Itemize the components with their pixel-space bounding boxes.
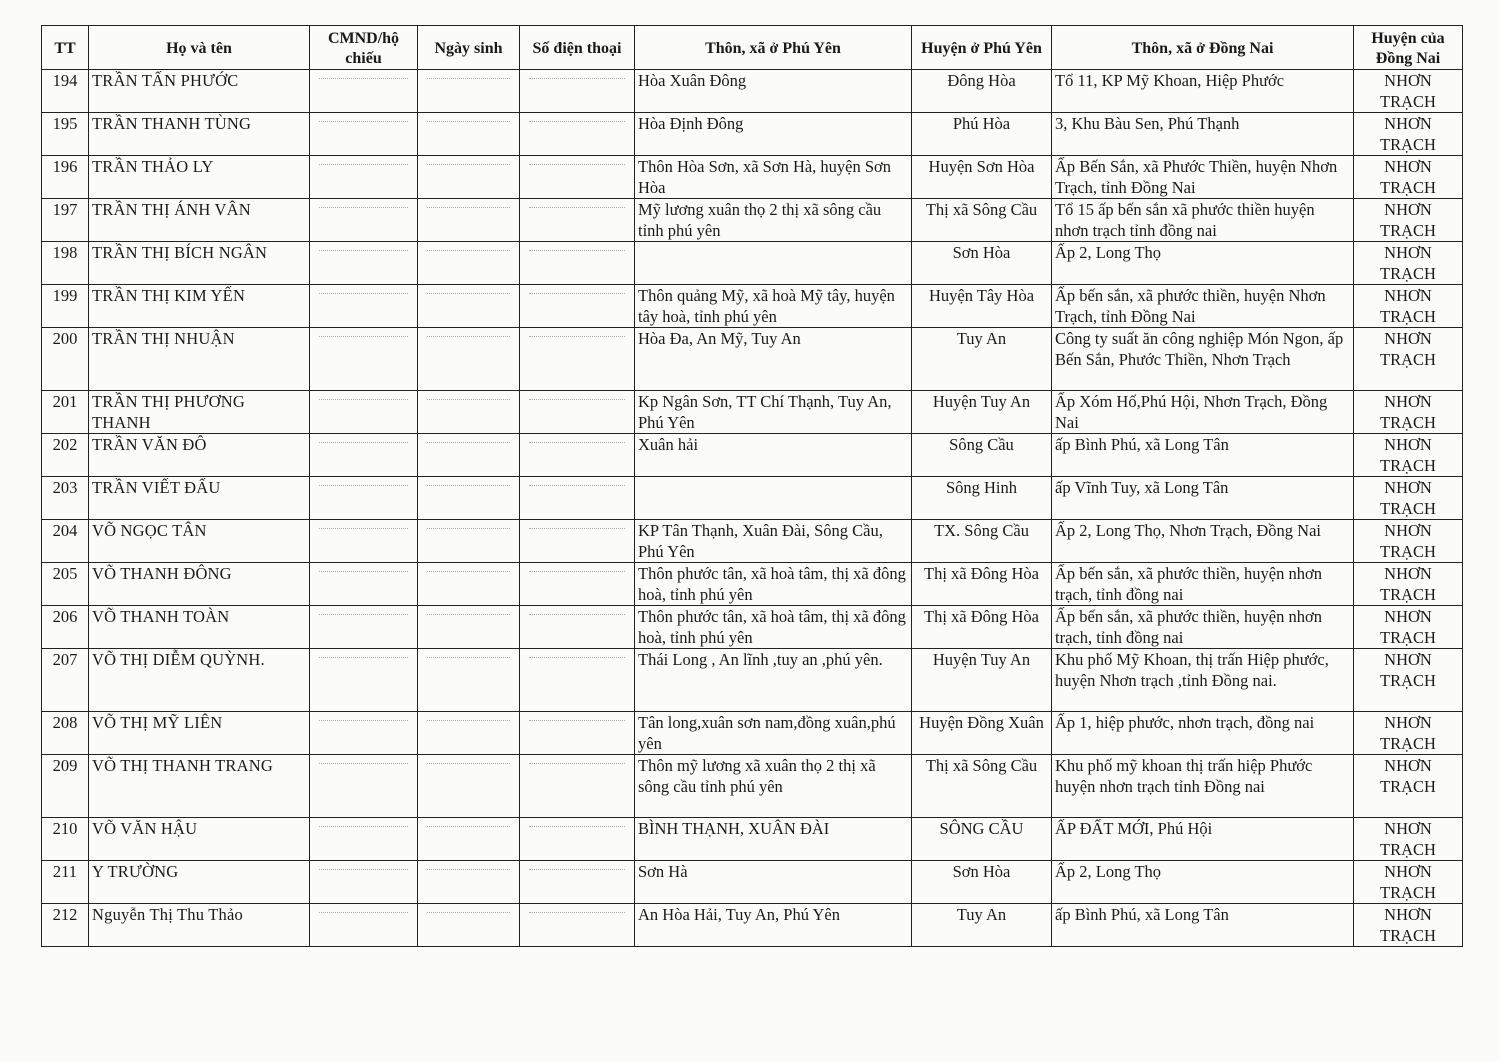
phone-redacted <box>520 70 635 113</box>
phone-redacted <box>520 285 635 328</box>
table-row <box>42 285 1463 328</box>
dob-redacted <box>418 70 520 113</box>
id-number-redacted <box>310 861 418 904</box>
redaction-mark <box>427 720 510 722</box>
id-number-redacted <box>310 904 418 947</box>
redaction-mark <box>319 485 408 487</box>
redaction-mark <box>529 442 625 444</box>
resident-table <box>41 25 1463 947</box>
redaction-mark <box>427 571 510 573</box>
row-number: 195 <box>42 113 89 156</box>
py-district: Huyện Sơn Hòa <box>912 156 1052 199</box>
redaction-mark <box>319 442 408 444</box>
redaction-mark <box>529 336 625 338</box>
phone-redacted <box>520 391 635 434</box>
dob-redacted <box>418 861 520 904</box>
dn-district: NHƠN TRẠCH <box>1354 477 1463 520</box>
row-number: 198 <box>42 242 89 285</box>
phone-redacted <box>520 606 635 649</box>
table-row <box>42 242 1463 285</box>
id-number-redacted <box>310 755 418 818</box>
row-number: 208 <box>42 712 89 755</box>
dn-district: NHƠN TRẠCH <box>1354 861 1463 904</box>
phone-redacted <box>520 328 635 391</box>
person-name: TRẦN THỊ NHUẬN <box>89 328 310 391</box>
row-number: 194 <box>42 70 89 113</box>
table-body <box>42 70 1463 947</box>
id-number-redacted <box>310 649 418 712</box>
py-district: Tuy An <box>912 328 1052 391</box>
redaction-mark <box>319 207 408 209</box>
py-district: Sông Cầu <box>912 434 1052 477</box>
table-row <box>42 861 1463 904</box>
person-name: TRẦN THỊ KIM YẾN <box>89 285 310 328</box>
py-address: Hòa Xuân Đông <box>635 70 912 113</box>
redaction-mark <box>427 399 510 401</box>
table-row <box>42 70 1463 113</box>
dob-redacted <box>418 156 520 199</box>
redaction-mark <box>319 912 408 914</box>
person-name: VÕ THỊ DIỄM QUỲNH. <box>89 649 310 712</box>
table-row <box>42 606 1463 649</box>
id-number-redacted <box>310 285 418 328</box>
row-number: 209 <box>42 755 89 818</box>
py-district: Huyện Tuy An <box>912 391 1052 434</box>
id-number-redacted <box>310 818 418 861</box>
py-district: Đông Hòa <box>912 70 1052 113</box>
row-number: 200 <box>42 328 89 391</box>
dn-district: NHƠN TRẠCH <box>1354 649 1463 712</box>
table-row <box>42 755 1463 818</box>
id-number-redacted <box>310 606 418 649</box>
row-number: 210 <box>42 818 89 861</box>
dn-address: Ấp 2, Long Thọ, Nhơn Trạch, Đồng Nai <box>1052 520 1354 563</box>
redaction-mark <box>427 336 510 338</box>
redaction-mark <box>319 720 408 722</box>
redaction-mark <box>319 763 408 765</box>
redaction-mark <box>427 614 510 616</box>
py-district: Huyện Tuy An <box>912 649 1052 712</box>
phone-redacted <box>520 199 635 242</box>
phone-redacted <box>520 649 635 712</box>
table-row <box>42 434 1463 477</box>
py-address: An Hòa Hải, Tuy An, Phú Yên <box>635 904 912 947</box>
redaction-mark <box>319 826 408 828</box>
dn-district: NHƠN TRẠCH <box>1354 242 1463 285</box>
dob-redacted <box>418 606 520 649</box>
redaction-mark <box>427 250 510 252</box>
redaction-mark <box>529 826 625 828</box>
dn-district: NHƠN TRẠCH <box>1354 755 1463 818</box>
py-address: Sơn Hà <box>635 861 912 904</box>
table-row <box>42 199 1463 242</box>
dn-district: NHƠN TRẠCH <box>1354 434 1463 477</box>
person-name: TRẦN THỊ BÍCH NGÂN <box>89 242 310 285</box>
dob-redacted <box>418 649 520 712</box>
dn-address: ấp Bình Phú, xã Long Tân <box>1052 904 1354 947</box>
dn-district: NHƠN TRẠCH <box>1354 391 1463 434</box>
redaction-mark <box>529 250 625 252</box>
id-number-redacted <box>310 328 418 391</box>
person-name: TRẦN THANH TÙNG <box>89 113 310 156</box>
py-district: SÔNG CẦU <box>912 818 1052 861</box>
py-address: Thôn Hòa Sơn, xã Sơn Hà, huyện Sơn Hòa <box>635 156 912 199</box>
id-number-redacted <box>310 563 418 606</box>
redaction-mark <box>529 571 625 573</box>
redaction-mark <box>529 614 625 616</box>
phone-redacted <box>520 113 635 156</box>
redaction-mark <box>319 869 408 871</box>
dn-district: NHƠN TRẠCH <box>1354 606 1463 649</box>
dob-redacted <box>418 904 520 947</box>
redaction-mark <box>319 528 408 530</box>
dn-address: 3, Khu Bàu Sen, Phú Thạnh <box>1052 113 1354 156</box>
dn-address: Ấp Bến Sắn, xã Phước Thiền, huyện Nhơn Trạch, tỉnh Đồng Nai <box>1052 156 1354 199</box>
phone-redacted <box>520 434 635 477</box>
person-name: VÕ VĂN HẬU <box>89 818 310 861</box>
dn-address: Ấp 2, Long Thọ <box>1052 861 1354 904</box>
redaction-mark <box>319 399 408 401</box>
redaction-mark <box>529 869 625 871</box>
redaction-mark <box>529 912 625 914</box>
dn-district: NHƠN TRẠCH <box>1354 285 1463 328</box>
redaction-mark <box>529 720 625 722</box>
phone-redacted <box>520 563 635 606</box>
phone-redacted <box>520 818 635 861</box>
redaction-mark <box>319 293 408 295</box>
phone-redacted <box>520 755 635 818</box>
row-number: 203 <box>42 477 89 520</box>
py-address: Thôn phước tân, xã hoà tâm, thị xã đông hoà, tỉnh phú yên <box>635 563 912 606</box>
dob-redacted <box>418 285 520 328</box>
row-number: 206 <box>42 606 89 649</box>
redaction-mark <box>319 250 408 252</box>
table-row <box>42 563 1463 606</box>
py-district: Thị xã Sông Cầu <box>912 199 1052 242</box>
person-name: TRẦN VĂN ĐÔ <box>89 434 310 477</box>
phone-redacted <box>520 477 635 520</box>
redaction-mark <box>319 164 408 166</box>
py-address: Tân long,xuân sơn nam,đồng xuân,phú yên <box>635 712 912 755</box>
dob-redacted <box>418 434 520 477</box>
row-number: 199 <box>42 285 89 328</box>
dob-redacted <box>418 477 520 520</box>
row-number: 201 <box>42 391 89 434</box>
table-row <box>42 818 1463 861</box>
person-name: TRẦN VIẾT ĐẤU <box>89 477 310 520</box>
header-phone: Số điện thoại <box>520 26 635 70</box>
id-number-redacted <box>310 113 418 156</box>
id-number-redacted <box>310 391 418 434</box>
phone-redacted <box>520 904 635 947</box>
dn-address: ẤP ĐẤT MỚI, Phú Hội <box>1052 818 1354 861</box>
header-id: CMND/hộ chiếu <box>310 26 418 70</box>
dn-address: Ấp bến sắn, xã phước thiền, huyện Nhơn Trạch, tỉnh Đồng Nai <box>1052 285 1354 328</box>
id-number-redacted <box>310 242 418 285</box>
phone-redacted <box>520 156 635 199</box>
dn-address: Tổ 11, KP Mỹ Khoan, Hiệp Phước <box>1052 70 1354 113</box>
dn-address: ấp Vĩnh Tuy, xã Long Tân <box>1052 477 1354 520</box>
dob-redacted <box>418 563 520 606</box>
py-district: Tuy An <box>912 904 1052 947</box>
redaction-mark <box>319 78 408 80</box>
redaction-mark <box>427 912 510 914</box>
id-number-redacted <box>310 712 418 755</box>
py-address: Hòa Định Đông <box>635 113 912 156</box>
dn-address: Ấp 2, Long Thọ <box>1052 242 1354 285</box>
dob-redacted <box>418 199 520 242</box>
py-district: Sơn Hòa <box>912 861 1052 904</box>
table-row <box>42 113 1463 156</box>
dn-address: Ấp 1, hiệp phước, nhơn trạch, đồng nai <box>1052 712 1354 755</box>
row-number: 205 <box>42 563 89 606</box>
redaction-mark <box>529 763 625 765</box>
person-name: TRẦN THỊ PHƯƠNG THANH <box>89 391 310 434</box>
table-row <box>42 649 1463 712</box>
row-number: 196 <box>42 156 89 199</box>
dn-address: Công ty suất ăn công nghiệp Món Ngon, ấp Bến Sắn, Phước Thiền, Nhơn Trạch <box>1052 328 1354 391</box>
row-number: 197 <box>42 199 89 242</box>
py-district: Sông Hinh <box>912 477 1052 520</box>
person-name: Nguyễn Thị Thu Thảo <box>89 904 310 947</box>
dn-address: ấp Bình Phú, xã Long Tân <box>1052 434 1354 477</box>
header-name: Họ và tên <box>89 26 310 70</box>
phone-redacted <box>520 861 635 904</box>
dn-district: NHƠN TRẠCH <box>1354 156 1463 199</box>
redaction-mark <box>427 528 510 530</box>
header-dn-district: Huyện của Đồng Nai <box>1354 26 1463 70</box>
dn-address: Ấp bến sắn, xã phước thiền, huyện nhơn trạch, tỉnh đồng nai <box>1052 563 1354 606</box>
py-address: Thôn quảng Mỹ, xã hoà Mỹ tây, huyện tây hoà, tỉnh phú yên <box>635 285 912 328</box>
py-address: Thái Long , An lĩnh ,tuy an ,phú yên. <box>635 649 912 712</box>
id-number-redacted <box>310 199 418 242</box>
redaction-mark <box>319 336 408 338</box>
py-district: Phú Hòa <box>912 113 1052 156</box>
redaction-mark <box>427 164 510 166</box>
person-name: VÕ THANH TOÀN <box>89 606 310 649</box>
header-tt: TT <box>42 26 89 70</box>
row-number: 202 <box>42 434 89 477</box>
id-number-redacted <box>310 70 418 113</box>
person-name: TRẦN TẤN PHƯỚC <box>89 70 310 113</box>
dn-address: Khu phố mỹ khoan thị trấn hiệp Phước huyện nhơn trạch tỉnh Đồng nai <box>1052 755 1354 818</box>
row-number: 204 <box>42 520 89 563</box>
redaction-mark <box>319 571 408 573</box>
dn-address: Ấp bến sắn, xã phước thiền, huyện nhơn trạch, tỉnh đồng nai <box>1052 606 1354 649</box>
dn-district: NHƠN TRẠCH <box>1354 904 1463 947</box>
redaction-mark <box>427 442 510 444</box>
dob-redacted <box>418 712 520 755</box>
dn-district: NHƠN TRẠCH <box>1354 818 1463 861</box>
redaction-mark <box>319 121 408 123</box>
dn-address: Tổ 15 ấp bến sắn xã phước thiền huyện nhơn trạch tỉnh đồng nai <box>1052 199 1354 242</box>
dob-redacted <box>418 818 520 861</box>
id-number-redacted <box>310 477 418 520</box>
dob-redacted <box>418 755 520 818</box>
py-address: BÌNH THẠNH, XUÂN ĐÀI <box>635 818 912 861</box>
py-district: Thị xã Đông Hòa <box>912 563 1052 606</box>
py-district: Thị xã Đông Hòa <box>912 606 1052 649</box>
id-number-redacted <box>310 156 418 199</box>
redaction-mark <box>529 121 625 123</box>
dn-district: NHƠN TRẠCH <box>1354 199 1463 242</box>
dn-district: NHƠN TRẠCH <box>1354 563 1463 606</box>
redaction-mark <box>427 121 510 123</box>
redaction-mark <box>529 399 625 401</box>
table-row <box>42 156 1463 199</box>
redaction-mark <box>427 826 510 828</box>
dn-address: Ấp Xóm Hố,Phú Hội, Nhơn Trạch, Đồng Nai <box>1052 391 1354 434</box>
py-address: KP Tân Thạnh, Xuân Đài, Sông Cầu, Phú Yên <box>635 520 912 563</box>
table-row <box>42 904 1463 947</box>
header-py-district: Huyện ở Phú Yên <box>912 26 1052 70</box>
person-name: VÕ THỊ MỸ LIÊN <box>89 712 310 755</box>
py-address: Thôn phước tân, xã hoà tâm, thị xã đông hoà, tỉnh phú yên <box>635 606 912 649</box>
row-number: 211 <box>42 861 89 904</box>
phone-redacted <box>520 242 635 285</box>
py-address <box>635 242 912 285</box>
header-dn-address: Thôn, xã ở Đồng Nai <box>1052 26 1354 70</box>
py-district: Sơn Hòa <box>912 242 1052 285</box>
py-address: Kp Ngân Sơn, TT Chí Thạnh, Tuy An, Phú Yên <box>635 391 912 434</box>
redaction-mark <box>427 78 510 80</box>
dob-redacted <box>418 328 520 391</box>
py-address: Thôn mỹ lương xã xuân thọ 2 thị xã sông cầu tỉnh phú yên <box>635 755 912 818</box>
redaction-mark <box>529 78 625 80</box>
py-district: Thị xã Sông Cầu <box>912 755 1052 818</box>
redaction-mark <box>427 293 510 295</box>
dn-district: NHƠN TRẠCH <box>1354 328 1463 391</box>
py-address: Mỹ lương xuân thọ 2 thị xã sông cầu tỉnh phú yên <box>635 199 912 242</box>
id-number-redacted <box>310 520 418 563</box>
person-name: Y TRƯỜNG <box>89 861 310 904</box>
person-name: TRẦN THẢO LY <box>89 156 310 199</box>
dn-district: NHƠN TRẠCH <box>1354 520 1463 563</box>
id-number-redacted <box>310 434 418 477</box>
table-row <box>42 477 1463 520</box>
table-row <box>42 520 1463 563</box>
redaction-mark <box>529 293 625 295</box>
redaction-mark <box>529 207 625 209</box>
py-district: Huyện Tây Hòa <box>912 285 1052 328</box>
dob-redacted <box>418 391 520 434</box>
redaction-mark <box>319 614 408 616</box>
redaction-mark <box>529 528 625 530</box>
redaction-mark <box>529 164 625 166</box>
header-py-address: Thôn, xã ở Phú Yên <box>635 26 912 70</box>
table-row <box>42 391 1463 434</box>
py-district: TX. Sông Cầu <box>912 520 1052 563</box>
table-row <box>42 328 1463 391</box>
phone-redacted <box>520 520 635 563</box>
table-row <box>42 712 1463 755</box>
row-number: 212 <box>42 904 89 947</box>
py-address: Xuân hải <box>635 434 912 477</box>
header-row <box>42 26 1463 70</box>
py-district: Huyện Đồng Xuân <box>912 712 1052 755</box>
redaction-mark <box>529 657 625 659</box>
dob-redacted <box>418 520 520 563</box>
redaction-mark <box>427 657 510 659</box>
row-number: 207 <box>42 649 89 712</box>
py-address <box>635 477 912 520</box>
dn-district: NHƠN TRẠCH <box>1354 70 1463 113</box>
person-name: TRẦN THỊ ÁNH VÂN <box>89 199 310 242</box>
header-dob: Ngày sinh <box>418 26 520 70</box>
redaction-mark <box>319 657 408 659</box>
redaction-mark <box>427 485 510 487</box>
redaction-mark <box>427 763 510 765</box>
person-name: VÕ NGỌC TÂN <box>89 520 310 563</box>
dob-redacted <box>418 242 520 285</box>
dob-redacted <box>418 113 520 156</box>
dn-district: NHƠN TRẠCH <box>1354 113 1463 156</box>
py-address: Hòa Đa, An Mỹ, Tuy An <box>635 328 912 391</box>
person-name: VÕ THANH ĐÔNG <box>89 563 310 606</box>
redaction-mark <box>427 869 510 871</box>
redaction-mark <box>529 485 625 487</box>
phone-redacted <box>520 712 635 755</box>
dn-district: NHƠN TRẠCH <box>1354 712 1463 755</box>
dn-address: Khu phố Mỹ Khoan, thị trấn Hiệp phước, huyện Nhơn trạch ,tỉnh Đồng nai. <box>1052 649 1354 712</box>
person-name: VÕ THỊ THANH TRANG <box>89 755 310 818</box>
redaction-mark <box>427 207 510 209</box>
